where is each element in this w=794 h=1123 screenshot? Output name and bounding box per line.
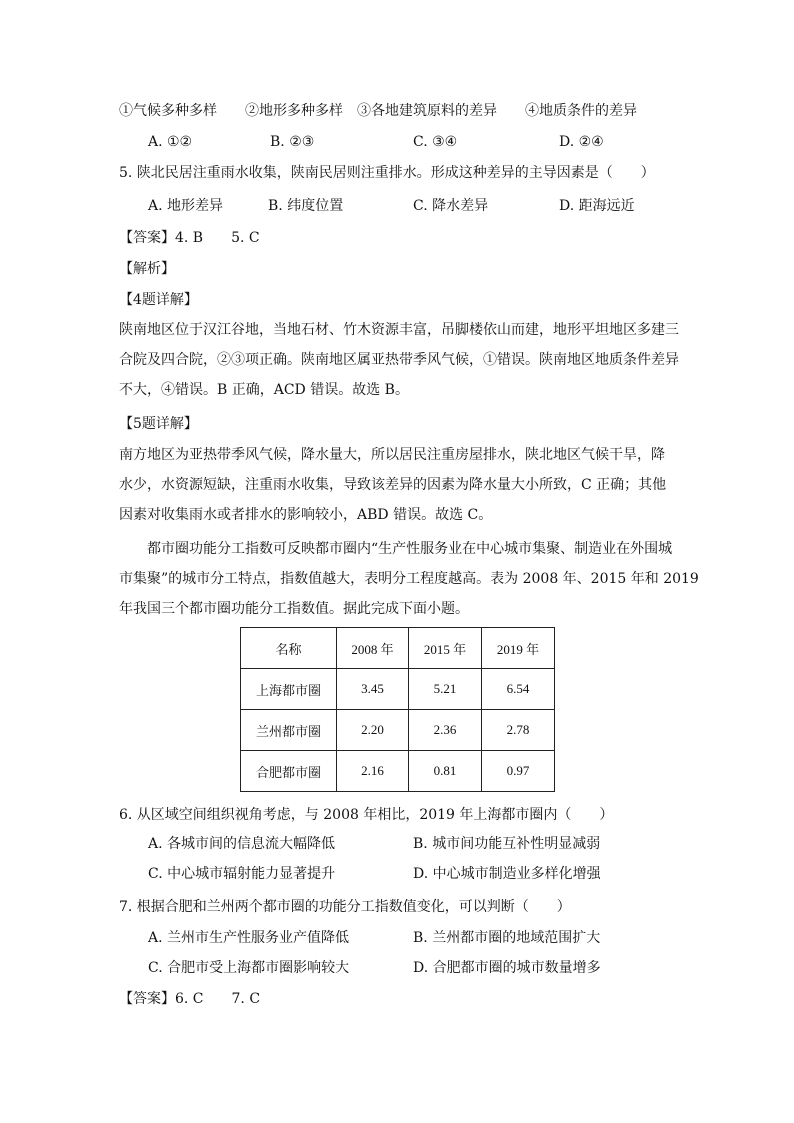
table-header-cell: 2019 年 [482, 628, 555, 669]
option-a: A. ①② [148, 134, 193, 150]
answer-text: 6. C 7. C [175, 991, 261, 1007]
table-header-row [241, 628, 555, 669]
table-cell: 0.97 [482, 751, 555, 792]
table-cell: 兰州都市圈 [241, 710, 337, 751]
q5-option-c: C. 降水差异 [413, 198, 489, 214]
q6-option-a: A. 各城市间的信息流大幅降低 [148, 836, 336, 852]
q7-option-b: B. 兰州都市圈的地域范围扩大 [413, 930, 601, 946]
table-cell: 2.20 [337, 710, 409, 751]
table-cell: 6.54 [482, 669, 555, 710]
table-header-cell: 名称 [241, 628, 337, 669]
answer-text: 4. B 5. C [175, 230, 260, 246]
q4-detail-line: 不大，④错误。B 正确，ACD 错误。故选 B。 [119, 382, 409, 398]
intro-line: 市集聚”的城市分工特点，指数值越大，表明分工程度越高。表为 2008 年、2015 年和 2019 [119, 571, 699, 587]
option-c: C. ③④ [413, 134, 458, 150]
question-6-stem: 6. 从区域空间组织视角考虑，与 2008 年相比，2019 年上海都市圈内（ ） [119, 807, 614, 823]
question-7-stem: 7. 根据合肥和兰州两个都市圈的功能分工指数值变化，可以判断（ ） [119, 899, 571, 915]
table-cell: 2.16 [337, 751, 409, 792]
question-5-stem: 5. 陕北民居注重雨水收集，陕南民居则注重排水。形成这种差异的主导因素是（ ） [119, 165, 655, 181]
q5-option-a: A. 地形差异 [148, 198, 224, 214]
answer-line-2 [119, 989, 260, 1009]
table-row [241, 710, 555, 751]
option-d: D. ②④ [559, 134, 604, 150]
q4-detail-line: 陕南地区位于汉江谷地，当地石材、竹木资源丰富，吊脚楼依山而建，地形平坦地区多建三 [119, 322, 679, 338]
q4-detail-label: 【4题详解】 [119, 292, 198, 308]
table-cell: 2.36 [409, 710, 482, 751]
q6-option-d: D. 中心城市制造业多样化增强 [413, 866, 601, 882]
q7-option-c: C. 合肥市受上海都市圈影响较大 [148, 960, 350, 976]
option-b: B. ②③ [270, 134, 315, 150]
table-header-cell: 2008 年 [337, 628, 409, 669]
q5-detail-text [119, 440, 679, 530]
q5-detail-line: 水少，水资源短缺，注重雨水收集，导致该差异的因素为降水量大小所致，C 正确；其他 [119, 477, 667, 493]
intro-paragraph [119, 534, 699, 624]
q6-option-b: B. 城市间功能互补性明显减弱 [413, 836, 601, 852]
table-row [241, 669, 555, 710]
q5-detail-label: 【5题详解】 [119, 416, 198, 432]
q4-detail-line: 合院及四合院，②③项正确。陕南地区属亚热带季风气候，①错误。陕南地区地质条件差异 [119, 352, 679, 368]
index-table [240, 627, 555, 792]
table-cell: 上海都市圈 [241, 669, 337, 710]
choices-line: ①气候多种多样 ②地形多种多样 ③各地建筑原料的差异 ④地质条件的差异 [119, 103, 637, 119]
table-cell: 3.45 [337, 669, 409, 710]
q5-option-b: B. 纬度位置 [268, 198, 344, 214]
answer-label: 【答案】 [119, 230, 175, 246]
analysis-label: 【解析】 [119, 261, 175, 277]
table-cell: 5.21 [409, 669, 482, 710]
intro-line: 年我国三个都市圈功能分工指数值。据此完成下面小题。 [119, 601, 469, 617]
q4-detail-text [119, 315, 679, 405]
q5-detail-line: 南方地区为亚热带季风气候，降水量大，所以居民注重房屋排水，陕北地区气候干旱，降 [119, 447, 665, 463]
q7-option-d: D. 合肥都市圈的城市数量增多 [413, 960, 601, 976]
table-cell: 2.78 [482, 710, 555, 751]
q5-option-d: D. 距海远近 [559, 198, 635, 214]
answer-line-1 [119, 228, 260, 248]
table-cell: 合肥都市圈 [241, 751, 337, 792]
q6-option-c: C. 中心城市辐射能力显著提升 [148, 866, 336, 882]
q5-detail-line: 因素对收集雨水或者排水的影响较小，ABD 错误。故选 C。 [119, 507, 493, 523]
table-header-cell: 2015 年 [409, 628, 482, 669]
table-cell: 0.81 [409, 751, 482, 792]
intro-line: 都市圈功能分工指数可反映都市圈内“生产性服务业在中心城市集聚、制造业在外围城 [119, 541, 673, 557]
table-row [241, 751, 555, 792]
q7-option-a: A. 兰州市生产性服务业产值降低 [148, 930, 350, 946]
answer-label: 【答案】 [119, 991, 175, 1007]
